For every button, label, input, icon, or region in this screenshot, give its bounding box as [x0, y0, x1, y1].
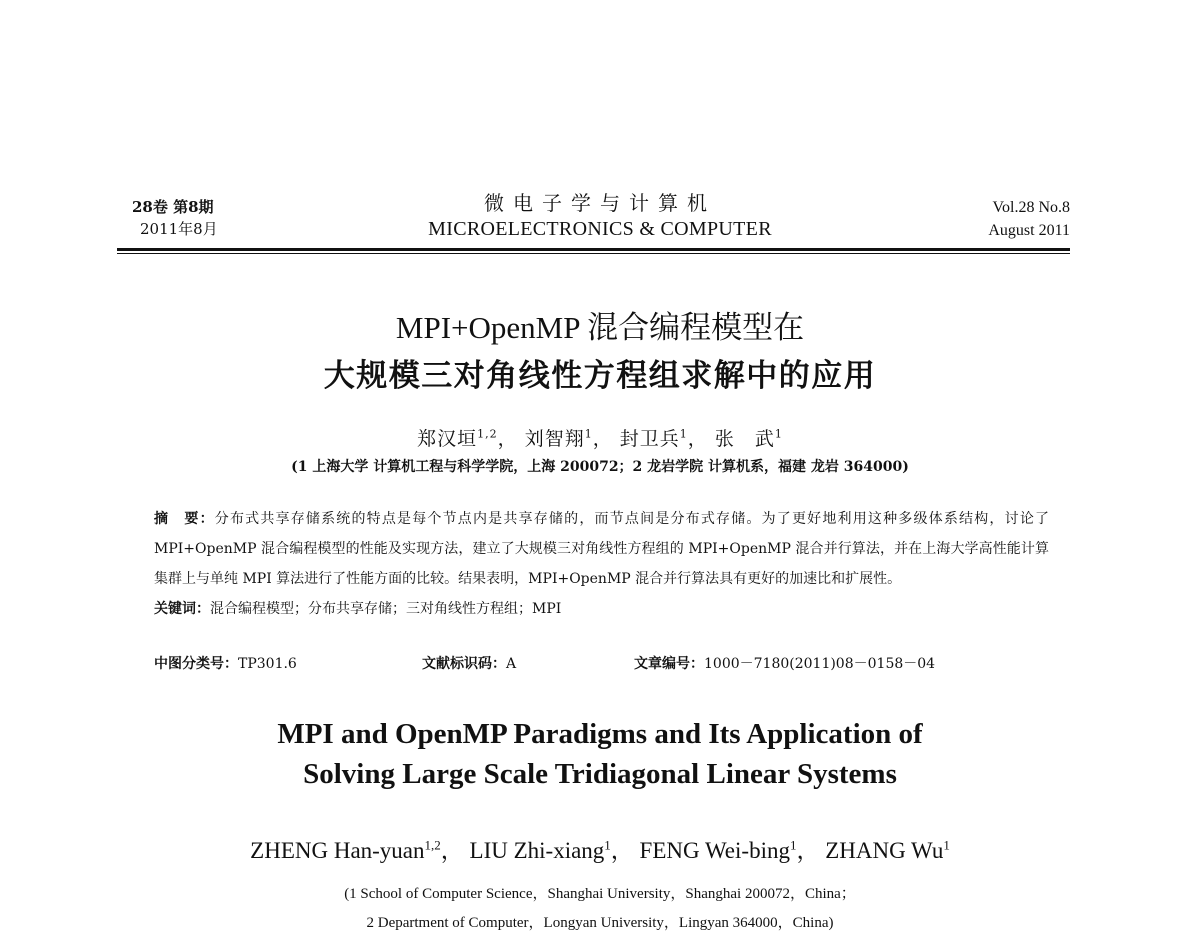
header-left [132, 196, 218, 240]
document-code: 文献标识码：A [422, 656, 517, 672]
affiliation-en [0, 880, 1200, 938]
header-rule-thin [117, 253, 1070, 254]
author-en: FENG Wei-bing$^1$， [639, 837, 820, 863]
keywords-label: 关键词： [154, 601, 210, 617]
header-right [988, 196, 1070, 242]
volume-issue-en: Vol.28 No.8 [992, 199, 1070, 216]
abstract-text: 分布式共享存储系统的特点是每个节点内是共享存储的，而节点间是分布式存储。为了更好地利用这种多级体系结构，讨论了 MPI+OpenMP 混合编程模型的性能及实现方法，建立了大规模三对角线性方程组的 MPI+OpenMP 混合并行算法，并在上海大学高性能计算集群上与单纯 MPI 算法进行了性能方面的比较。结果表明，MPI+OpenMP 混合并行算法具有更好的加速比和扩展性。 [154, 511, 1050, 587]
volume-issue-cn: 28卷 第8期 [132, 198, 214, 216]
authors-cn [0, 424, 1200, 451]
author-cn: 封卫兵$^1$， [619, 427, 708, 450]
author-en: ZHENG Han-yuan$^{1,2}$， [250, 837, 464, 863]
date-en: August 2011 [988, 222, 1070, 239]
journal-name-cn: 微电子学与计算机 [484, 191, 716, 215]
author-en: LIU Zhi-xiang$^1$， [469, 837, 634, 863]
paper-title-cn [0, 304, 1200, 400]
author-cn: 郑汉垣$^{1,2}$， [417, 427, 518, 450]
author-cn: 张 武$^1$ [714, 427, 783, 450]
paper-title-en-line1: MPI and OpenMP Paradigms and Its Application of [277, 718, 923, 750]
authors-en [0, 832, 1200, 865]
abstract-label: 摘 要： [154, 511, 215, 527]
affiliation-en-line1: (1 School of Computer Science，Shanghai University，Shanghai 200072，China； [344, 886, 856, 902]
author-en: ZHANG Wu$^1$ [825, 837, 950, 863]
clc-number: 中图分类号：TP301.6 [154, 656, 297, 672]
author-cn: 刘智翔$^1$， [524, 427, 613, 450]
paper-title-en [0, 714, 1200, 794]
journal-name-en: MICROELECTRONICS & COMPUTER [428, 218, 772, 240]
paper-title-cn-line1: MPI+OpenMP 混合编程模型在 [395, 310, 805, 345]
journal-name [380, 190, 820, 242]
keywords-text: 混合编程模型；分布共享存储；三对角线性方程组；MPI [210, 601, 562, 617]
header-rule-thick [117, 248, 1070, 251]
affiliation-en-line2: 2 Department of Computer，Longyan University，Lingyan 364000，China) [366, 915, 834, 931]
article-number: 文章编号：1000－7180(2011)08－0158－04 [634, 656, 936, 672]
paper-title-cn-line2: 大规模三对角线性方程组求解中的应用 [323, 358, 877, 394]
abstract [154, 504, 1049, 624]
date-cn: 2011年8月 [140, 220, 218, 238]
paper-title-en-line2: Solving Large Scale Tridiagonal Linear Systems [303, 758, 897, 790]
affiliation-cn: (1 上海大学 计算机工程与科学学院，上海 200072；2 龙岩学院 计算机系，福建 龙岩 364000) [291, 459, 909, 475]
